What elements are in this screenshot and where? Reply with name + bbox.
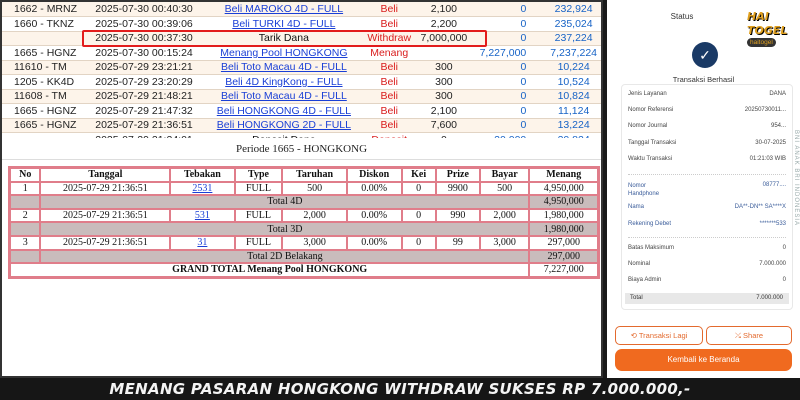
tx-description [205, 75, 362, 90]
receipt-field-label: Rekening Debet [628, 221, 672, 227]
grand-total-label: GRAND TOTAL Menang Pool HONGKONG [10, 263, 529, 277]
periode-no-cell: 1 [10, 182, 40, 196]
receipt-field-value: 954... [770, 123, 786, 129]
periode-diskon-cell: 0.00% [347, 236, 402, 250]
tebakan-link[interactable]: 2531 [192, 182, 213, 194]
receipt-field-value: 0 [782, 245, 786, 251]
total-spacer [10, 250, 40, 264]
periode-tanggal-cell: 2025-07-29 21:36:51 [40, 209, 170, 223]
periode-taruhan-cell: 3,000 [282, 236, 346, 250]
tx-description-link[interactable]: Menang Pool HONGKONG [220, 46, 348, 59]
periode-tebakan-cell [170, 209, 234, 223]
periode-no-cell: 3 [10, 236, 40, 250]
periode-type-cell: FULL [235, 209, 283, 223]
receipt-field-label: Jenis Layanan [628, 91, 667, 97]
tx-date: 2025-07-29 21:47:32 [81, 104, 205, 119]
periode-total-row [10, 195, 598, 209]
tx-description [205, 104, 362, 119]
tx-balance: 11,124 [546, 104, 601, 119]
receipt-field-label: Nomor Referensi [628, 107, 674, 113]
receipt-field-value: 01:21:03 WIB [749, 156, 786, 162]
bottom-banner [0, 378, 800, 400]
total-spacer [10, 195, 40, 209]
receipt-field-label: Biaya Admin [628, 277, 662, 283]
tx-type: Beli [362, 75, 416, 90]
tx-win: 0 [472, 104, 547, 119]
periode-title: Periode 1665 - HONGKONG [2, 138, 601, 160]
receipt-watermark: BNI ANAK BRI INDONESIA [793, 130, 799, 227]
tx-description [205, 17, 362, 32]
tx-description-text: Tarik Dana [258, 32, 309, 45]
receipt-field-label: Nomor Handphone [628, 183, 660, 197]
periode-header-cell: Prize [436, 168, 480, 182]
kembali-ke-beranda-button[interactable]: Kembali ke Beranda [615, 349, 792, 371]
periode-menang-cell: 4,950,000 [529, 182, 598, 196]
periode-diskon-cell: 0.00% [347, 209, 402, 223]
periode-tanggal-cell: 2025-07-29 21:36:51 [40, 236, 170, 250]
tx-balance: 10,824 [546, 89, 601, 104]
tx-win: 0 [472, 60, 547, 75]
periode-bet-row [10, 209, 598, 223]
tx-description-link[interactable]: Beli MAROKO 4D - FULL [224, 3, 344, 15]
receipt-total-value: 7.000.000 [756, 295, 783, 301]
receipt-field-label: Batas Maksimum [628, 245, 675, 251]
periode-no-cell: 2 [10, 209, 40, 223]
tx-description [205, 2, 362, 17]
tx-user [2, 31, 81, 46]
tx-description-link[interactable]: Beli Toto Macau 4D - FULL [220, 61, 347, 74]
transaction-row [2, 31, 601, 46]
periode-kei-cell: 0 [402, 236, 436, 250]
receipt-field-value: 7.000.000 [759, 261, 786, 267]
tx-amount: 7,600 [416, 118, 472, 133]
tebakan-link[interactable]: 531 [194, 210, 210, 222]
periode-result-panel [0, 138, 603, 378]
logo-subtext: haitogel [747, 38, 776, 47]
periode-tanggal-cell: 2025-07-29 21:36:51 [40, 182, 170, 196]
periode-bayar-cell: 500 [480, 182, 529, 196]
periode-kei-cell: 0 [402, 182, 436, 196]
periode-type-cell: FULL [235, 182, 283, 196]
tx-balance: 237,224 [546, 31, 601, 46]
transaction-row [2, 2, 601, 17]
receipt-field-label: Nominal [628, 261, 651, 267]
receipt-divider [628, 174, 786, 175]
tx-date: 2025-07-30 00:40:30 [81, 2, 205, 17]
tx-balance: 10,524 [546, 75, 601, 90]
tx-user: 1665 - HGNZ [2, 104, 81, 119]
transaction-row [2, 118, 601, 133]
grand-total-value: 7,227,000 [529, 263, 598, 277]
tx-description [205, 118, 362, 133]
periode-header-cell: Menang [529, 168, 598, 182]
receipt-field-value: 0 [782, 277, 786, 283]
transaction-row [2, 89, 601, 104]
receipt-field-label: Waktu Transaksi [628, 156, 673, 162]
periode-total-row [10, 250, 598, 264]
total-label: Total 4D [40, 195, 529, 209]
periode-bet-row [10, 182, 598, 196]
tx-type: Beli [362, 89, 416, 104]
receipt-heading: Transaksi Berhasil [672, 75, 735, 84]
periode-bet-row [10, 236, 598, 250]
tx-type: Menang [362, 46, 416, 61]
receipt-details-card [621, 84, 793, 310]
periode-header-cell: Type [235, 168, 283, 182]
periode-type-cell: FULL [235, 236, 283, 250]
tx-win: 0 [472, 118, 547, 133]
tx-date: 2025-07-29 21:48:21 [81, 89, 205, 104]
periode-header-cell: Taruhan [282, 168, 346, 182]
transaction-row [2, 60, 601, 75]
tx-date: 2025-07-30 00:37:30 [81, 31, 205, 46]
tx-type: Beli [362, 2, 416, 17]
total-label: Total 2D Belakang [40, 250, 529, 264]
periode-menang-cell: 297,000 [529, 236, 598, 250]
tx-description-link[interactable]: Beli HONGKONG 4D - FULL [216, 104, 351, 117]
tx-description [205, 89, 362, 104]
tx-date: 2025-07-29 21:36:51 [81, 118, 205, 133]
periode-tebakan-cell [170, 236, 234, 250]
tx-date: 2025-07-30 00:15:24 [81, 46, 205, 61]
receipt-field-value: 30-07-2025 [755, 140, 786, 146]
periode-prize-cell: 9900 [436, 182, 480, 196]
periode-header-cell: Tebakan [170, 168, 234, 182]
tx-description-link[interactable]: Beli HONGKONG 2D - FULL [216, 119, 351, 132]
receipt-field-label: Nomor Journal [628, 123, 668, 129]
tx-user: 11610 - TM [2, 60, 81, 75]
periode-tebakan-cell [170, 182, 234, 196]
tx-balance: 7,237,224 [546, 46, 601, 61]
tx-user: 1665 - HGNZ [2, 118, 81, 133]
transaction-row [2, 17, 601, 32]
periode-bayar-cell: 3,000 [480, 236, 529, 250]
receipt-field-value: DA**-DN** SA****X [734, 204, 786, 210]
tx-amount: 7,000,000 [416, 31, 472, 46]
transaction-history-table [2, 2, 601, 148]
periode-header-cell: No [10, 168, 40, 182]
tx-description [205, 31, 362, 46]
tx-user: 1205 - KK4D [2, 75, 81, 90]
receipt-field-label: Tanggal Transaksi [628, 140, 677, 146]
periode-taruhan-cell: 500 [282, 182, 346, 196]
periode-kei-cell: 0 [402, 209, 436, 223]
tx-balance: 235,024 [546, 17, 601, 32]
grand-total-row [10, 263, 598, 277]
receipt-field-value: 20250730011... [744, 107, 786, 113]
logo-text: HAI TOGEL [747, 10, 788, 37]
tx-amount: 2,200 [416, 17, 472, 32]
receipt-status-label: Status [670, 12, 694, 21]
success-check-icon: ✓ [692, 42, 718, 68]
receipt-field-value: DANA [769, 91, 786, 97]
tx-amount: 2,100 [416, 104, 472, 119]
tx-user: 1665 - HGNZ [2, 46, 81, 61]
receipt-panel [607, 0, 800, 378]
periode-header-cell: Bayar [480, 168, 529, 182]
tx-amount: 300 [416, 75, 472, 90]
haitogel-logo [747, 10, 797, 50]
transaction-row [2, 46, 601, 61]
receipt-field-value: 08777.... [762, 182, 786, 188]
transaction-history-panel [0, 0, 603, 138]
periode-result-table [8, 166, 600, 279]
tx-amount: 2,100 [416, 2, 472, 17]
tx-description-link[interactable]: Beli Toto Macau 4D - FULL [220, 90, 347, 103]
tx-date: 2025-07-29 23:20:29 [81, 75, 205, 90]
tx-user: 1660 - TKNZ [2, 17, 81, 32]
tx-date: 2025-07-29 23:21:21 [81, 60, 205, 75]
transaction-row [2, 75, 601, 90]
tx-type: Beli [362, 104, 416, 119]
share-button[interactable]: ⤯ Share [706, 326, 792, 345]
banner-text: MENANG PASARAN HONGKONG WITHDRAW SUKSES RP 7.000.000,- [109, 380, 691, 398]
tx-win: 0 [472, 2, 547, 17]
total-value: 297,000 [529, 250, 598, 264]
total-label: Total 3D [40, 222, 529, 236]
total-value: 1,980,000 [529, 222, 598, 236]
tx-type: Beli [362, 60, 416, 75]
tx-description [205, 60, 362, 75]
tx-win: 7,227,000 [472, 46, 547, 61]
tx-amount [416, 46, 472, 61]
tx-description-link[interactable]: Beli 4D KingKong - FULL [225, 75, 343, 88]
periode-header-cell: Diskon [347, 168, 402, 182]
transaksi-lagi-button[interactable]: ⟲ Transaksi Lagi [615, 326, 703, 345]
tx-description [205, 46, 362, 61]
receipt-field-label: Nama [628, 204, 645, 210]
periode-prize-cell: 990 [436, 209, 480, 223]
tx-win: 0 [472, 75, 547, 90]
receipt-divider [628, 237, 786, 238]
total-value: 4,950,000 [529, 195, 598, 209]
receipt-total-row [625, 293, 789, 304]
tx-amount: 300 [416, 60, 472, 75]
tx-type: Beli [362, 118, 416, 133]
tx-amount: 300 [416, 89, 472, 104]
periode-diskon-cell: 0.00% [347, 182, 402, 196]
tx-description-link[interactable]: Beli TURKI 4D - FULL [232, 17, 336, 30]
periode-prize-cell: 99 [436, 236, 480, 250]
tx-user: 11608 - TM [2, 89, 81, 104]
tx-win: 0 [472, 89, 547, 104]
total-spacer [10, 222, 40, 236]
tx-type: Withdraw [362, 31, 416, 46]
transaction-row [2, 104, 601, 119]
tx-balance: 13,224 [546, 118, 601, 133]
tx-date: 2025-07-30 00:39:06 [81, 17, 205, 32]
tx-win: 0 [472, 31, 547, 46]
periode-header-cell: Tanggal [40, 168, 170, 182]
tx-balance: 232,924 [546, 2, 601, 17]
tx-type: Beli [362, 17, 416, 32]
tx-balance: 10,224 [546, 60, 601, 75]
tx-win: 0 [472, 17, 547, 32]
periode-bayar-cell: 2,000 [480, 209, 529, 223]
periode-menang-cell: 1,980,000 [529, 209, 598, 223]
periode-total-row [10, 222, 598, 236]
tebakan-link[interactable]: 31 [197, 237, 208, 249]
tx-user: 1662 - MRNZ [2, 2, 81, 17]
periode-header-cell: Kei [402, 168, 436, 182]
receipt-total-label: Total [630, 295, 643, 301]
periode-taruhan-cell: 2,000 [282, 209, 346, 223]
receipt-field-value: *******533 [759, 221, 786, 227]
